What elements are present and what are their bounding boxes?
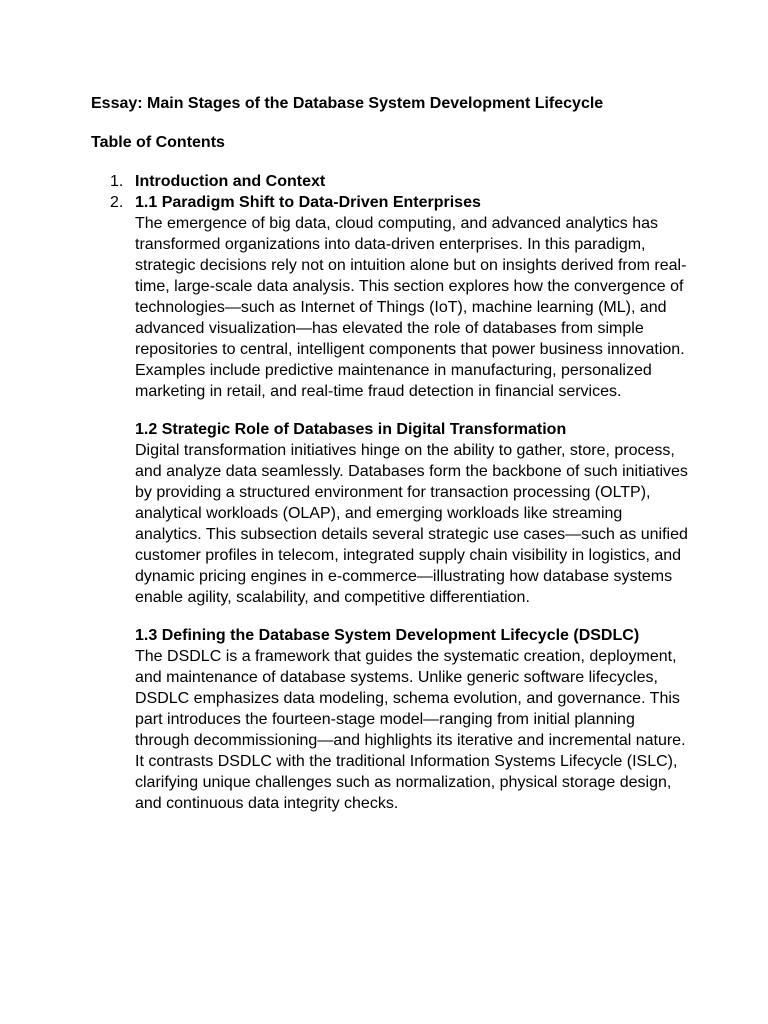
section-1-3 [91, 625, 691, 814]
toc-item-number: 1. [110, 173, 124, 190]
section-heading: 1.3 Defining the Database System Development Lifecycle (DSDLC) [135, 627, 640, 644]
toc-list [91, 171, 691, 213]
section-body: The DSDLC is a framework that guides the systematic creation, deployment, and maintenance of database systems. Unlike generic software lifecycles, DSDLC emphasizes data modeling, schema evolution, and governance. This part introduces the fourteen-stage model—ranging from initial planning through decommissioning—and highlights its iterative and incremental nature. It contrasts DSDLC with the traditional Information Systems Lifecycle (ISLC), clarifying unique challenges such as normalization, physical storage design, and continuous data integrity checks. [135, 648, 686, 812]
section-1-1-body: The emergence of big data, cloud computing, and advanced analytics has transformed organizations into data-driven enterprises. In this paradigm, strategic decisions rely not on intuition alone but on insights derived from real-time, large-scale data analysis. This section explores how the convergence of technologies—such as Internet of Things (IoT), machine learning (ML), and advanced visualization—has elevated the role of databases from simple repositories to central, intelligent components that power business innovation. Examples include predictive maintenance in manufacturing, personalized marketing in retail, and real-time fraud detection in financial services. [135, 215, 687, 400]
section-1-2 [91, 419, 691, 608]
toc-item-label: 1.1 Paradigm Shift to Data-Driven Enterprises [135, 194, 481, 211]
section-heading: 1.2 Strategic Role of Databases in Digital Transformation [135, 421, 567, 438]
toc-item [91, 171, 691, 192]
document-content [91, 171, 691, 814]
toc-item-number: 2. [110, 194, 124, 211]
essay-title: Essay: Main Stages of the Database System Development Lifecycle [91, 95, 604, 112]
section-body: Digital transformation initiatives hinge on the ability to gather, store, process, and analyze data seamlessly. Databases form the backbone of such initiatives by providing a structured environment for transaction processing (OLTP), analytical workloads (OLAP), and emerging workloads like streaming analytics. This subsection details several strategic use cases—such as unified customer profiles in telecom, integrated supply chain visibility in logistics, and dynamic pricing engines in e-commerce—illustrating how database systems enable agility, scalability, and competitive differentiation. [135, 442, 688, 606]
toc-item [91, 192, 691, 213]
toc-heading: Table of Contents [91, 134, 225, 151]
toc-item-label: Introduction and Context [135, 173, 326, 190]
